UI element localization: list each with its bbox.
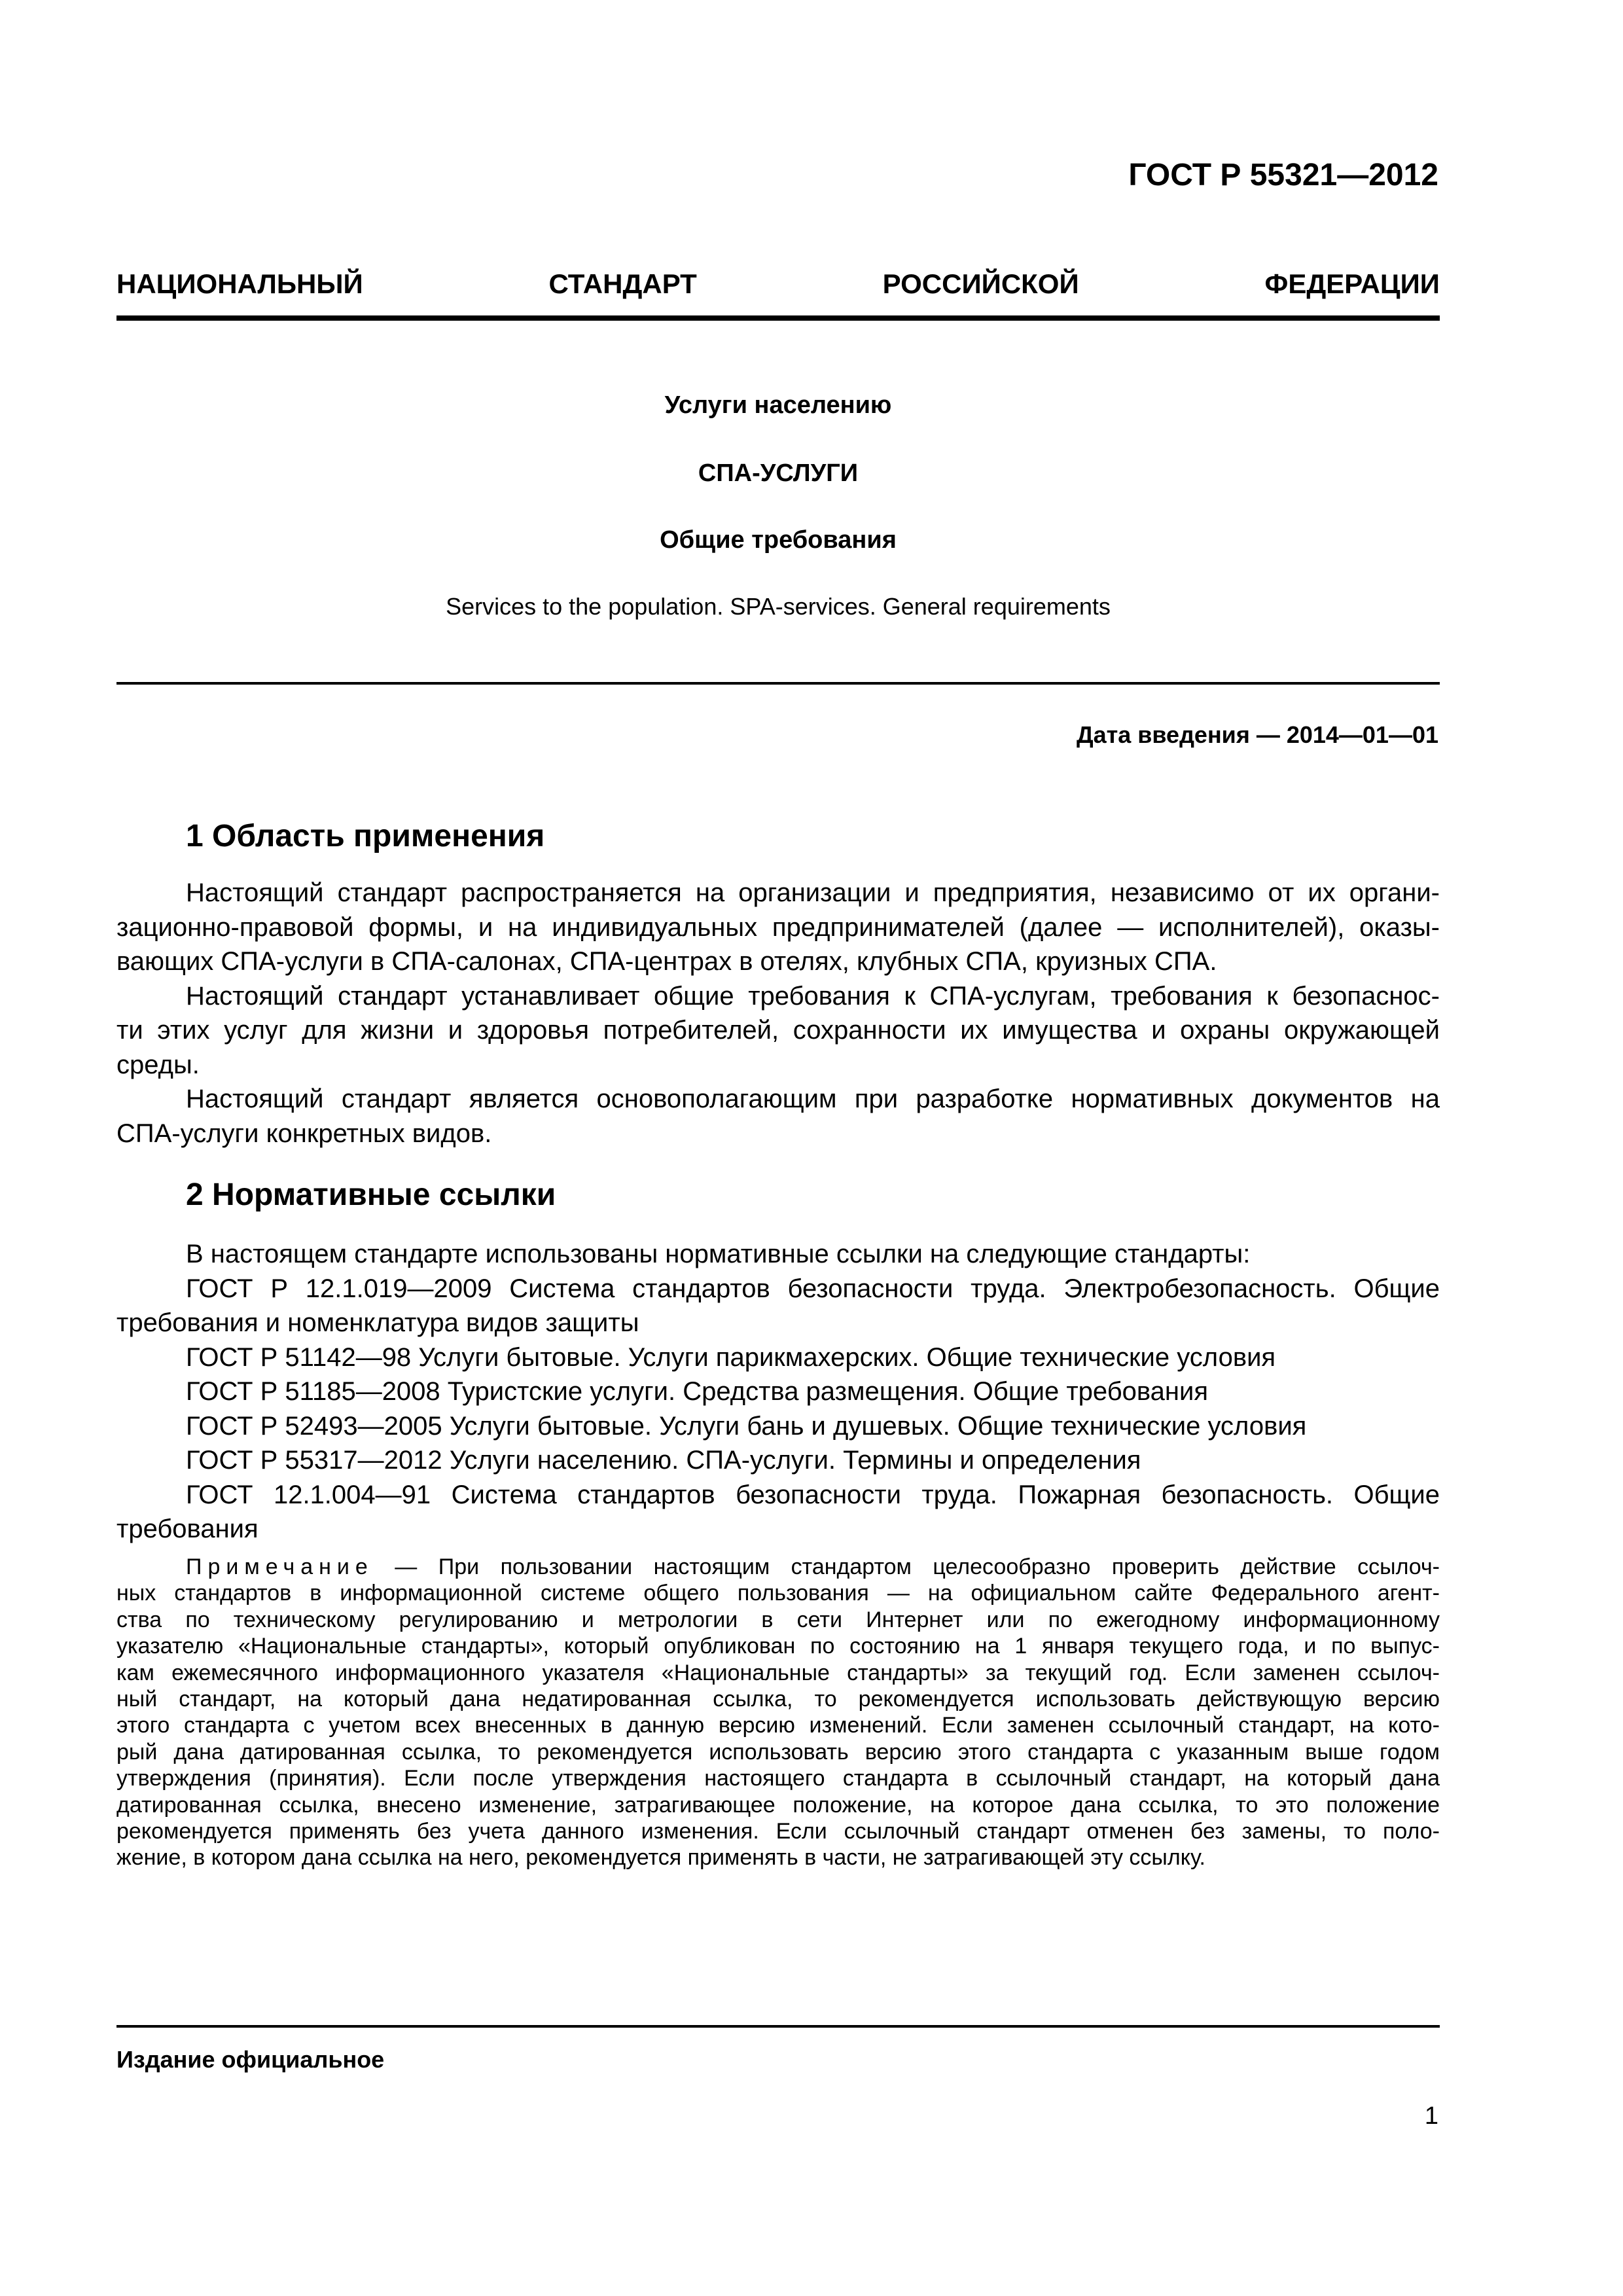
note-text: — При пользовании настоящим стандартом целесообразно проверить действие ссылоч-: [373, 1554, 1440, 1579]
introduction-date: Дата введения — 2014—01—01: [1076, 721, 1438, 748]
reference-line: ГОСТ Р 55317—2012 Услуги населению. СПА-услуги. Термины и определения: [186, 1446, 1141, 1475]
header-divider: [116, 315, 1440, 321]
footer-divider: [116, 2025, 1440, 2028]
reference-line: ГОСТ Р 51185—2008 Туристские услуги. Средства размещения. Общие требования: [186, 1377, 1209, 1406]
note-line: ный стандарт, на который дана недатированная ссылка, то рекомендуется использовать действующую версию: [116, 1686, 1440, 1712]
note-line: утверждения (принятия). Если после утверждения настоящего стандарта в ссылочный стандарт, на который дана: [116, 1766, 1440, 1791]
title-line-2: СПА-УСЛУГИ: [698, 459, 859, 487]
reference-line: ГОСТ Р 12.1.019—2009 Система стандартов безопасности труда. Электробезопасность. Общие: [186, 1274, 1440, 1303]
note-block: [116, 1554, 1440, 1871]
note-line: рый дана датированная ссылка, то рекомендуется использовать версию этого стандарта с указанным выше годом: [116, 1739, 1440, 1765]
section-1-body: [116, 876, 1440, 1151]
note-line: указателю «Национальные стандарты», который опубликован по состоянию на 1 января текущего года, и по выпус-: [116, 1634, 1440, 1659]
standard-number: ГОСТ Р 55321—2012: [1128, 158, 1438, 192]
section-2-heading: 2 Нормативные ссылки: [186, 1177, 556, 1212]
reference-line: ГОСТ Р 51142—98 Услуги бытовые. Услуги парикмахерских. Общие технические условия: [186, 1342, 1276, 1372]
body-line: Настоящий стандарт устанавливает общие требования к СПА-услугам, требования к безопаснос-: [186, 981, 1440, 1011]
page-number: 1: [1424, 2102, 1438, 2130]
national-standard-banner: НАЦИОНАЛЬНЫЙ СТАНДАРТ РОССИЙСКОЙ ФЕДЕРАЦИИ: [116, 268, 1440, 299]
note-line: жение, в котором дана ссылка на него, рекомендуется применять в части, не затрагивающей эту ссылку.: [116, 1845, 1206, 1871]
title-english: Services to the population. SPA-services. General requirements: [446, 593, 1111, 620]
note-line: датированная ссылка, внесено изменение, затрагивающее положение, на которое дана ссылка, то это положение: [116, 1792, 1440, 1818]
reference-line: ГОСТ 12.1.004—91 Система стандартов безопасности труда. Пожарная безопасность. Общие: [186, 1480, 1440, 1509]
body-line: Настоящий стандарт является основополагающим при разработке нормативных документов на: [186, 1085, 1440, 1113]
note-line: этого стандарта с учетом всех внесенных в данную версию изменений. Если заменен ссылочный стандарт, на кото-: [116, 1713, 1440, 1738]
body-line: среды.: [116, 1050, 200, 1079]
edition-label: Издание официальное: [116, 2046, 385, 2073]
body-line: В настоящем стандарте использованы нормативные ссылки на следующие стандарты:: [186, 1240, 1251, 1268]
reference-line: требования и номенклатура видов защиты: [116, 1308, 639, 1337]
section-2-body: [116, 1237, 1440, 1547]
body-line: зационно-правовой формы, и на индивидуальных предпринимателей (далее — исполнителей), оказы-: [116, 912, 1440, 942]
body-line: ти этих услуг для жизни и здоровья потребителей, сохранности их имущества и охраны окружающей: [116, 1016, 1440, 1045]
note-line: ных стандартов в информационной системе общего пользования — на официальном сайте Федерального агент-: [116, 1581, 1440, 1606]
note-label: Примечание: [186, 1554, 374, 1579]
section-1-heading: 1 Область применения: [186, 819, 545, 853]
reference-line: ГОСТ Р 52493—2005 Услуги бытовые. Услуги бань и душевых. Общие технические условия: [186, 1411, 1307, 1441]
note-line: кам ежемесячного информационного указателя «Национальные стандарты» за текущий год. Если заменен ссылоч-: [116, 1660, 1440, 1685]
body-line: СПА-услуги конкретных видов.: [116, 1119, 492, 1148]
title-line-1: Услуги населению: [664, 391, 892, 419]
body-line: Настоящий стандарт распространяется на организации и предприятия, независимо от их органи-: [186, 878, 1440, 907]
title-line-3: Общие требования: [660, 526, 897, 554]
note-line: [116, 1554, 1440, 1580]
note-line: рекомендуется применять без учета данного изменения. Если ссылочный стандарт отменен без замены, то поло-: [116, 1818, 1440, 1844]
reference-line: требования: [116, 1515, 259, 1543]
body-line: вающих СПА-услуги в СПА-салонах, СПА-центрах в отелях, клубных СПА, круизных СПА.: [116, 947, 1217, 976]
title-divider: [116, 682, 1440, 685]
note-line: ства по техническому регулированию и метрологии в сети Интернет или по ежегодному информационному: [116, 1607, 1440, 1632]
